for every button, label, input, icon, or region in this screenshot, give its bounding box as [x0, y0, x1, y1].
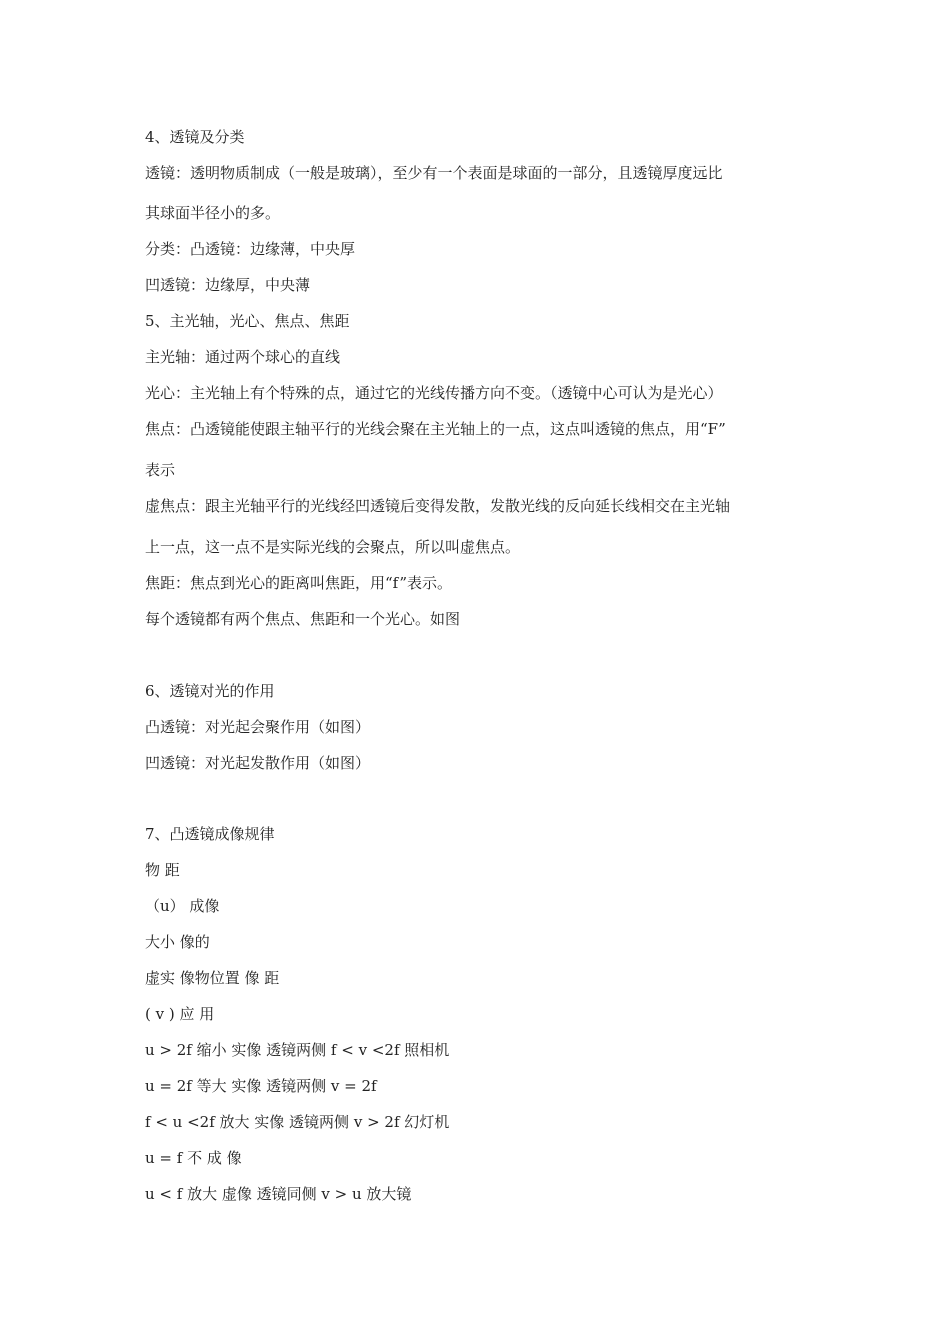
table-header-real-virtual: 虚实 像物位置 像 距	[145, 969, 280, 987]
table-header-u-imaging: （u） 成像	[145, 897, 220, 915]
paragraph-lens-summary: 每个透镜都有两个焦点、焦距和一个光心。如图	[145, 610, 461, 628]
table-header-object-distance: 物 距	[145, 861, 180, 879]
heading-imaging-rules: 7、凸透镜成像规律	[145, 825, 275, 843]
table-header-size: 大小 像的	[145, 933, 210, 951]
table-row-u-eq-2f: u = 2f 等大 实像 透镜两侧 v = 2f	[145, 1077, 377, 1095]
paragraph-lens-definition-1: 透镜：透明物质制成（一般是玻璃），至少有一个表面是球面的一部分，且透镜厚度远比	[145, 164, 723, 182]
paragraph-principal-axis: 主光轴：通过两个球心的直线	[145, 348, 341, 366]
paragraph-focus-2: 表示	[145, 461, 176, 479]
table-header-image-distance-use: ( v ) 应 用	[145, 1005, 215, 1023]
heading-lens-classification: 4、透镜及分类	[145, 128, 245, 146]
paragraph-virtual-focus-2: 上一点，这一点不是实际光线的会聚点，所以叫虚焦点。	[145, 538, 521, 556]
table-row-f-lt-u-lt-2f: f < u <2f 放大 实像 透镜两侧 v > 2f 幻灯机	[145, 1113, 450, 1131]
paragraph-virtual-focus-1: 虚焦点：跟主光轴平行的光线经凹透镜后变得发散，发散光线的反向延长线相交在主光轴	[145, 497, 731, 515]
paragraph-focus-1: 焦点：凸透镜能使跟主轴平行的光线会聚在主光轴上的一点，这点叫透镜的焦点，用“F”	[145, 420, 726, 438]
paragraph-concave-lens: 凹透镜：边缘厚，中央薄	[145, 276, 311, 294]
paragraph-optical-center: 光心：主光轴上有个特殊的点，通过它的光线传播方向不变。（透镜中心可认为是光心）	[145, 384, 723, 402]
paragraph-focal-length: 焦距：焦点到光心的距离叫焦距，用“f”表示。	[145, 574, 452, 592]
paragraph-lens-definition-2: 其球面半径小的多。	[145, 204, 281, 222]
paragraph-concave-effect: 凹透镜：对光起发散作用（如图）	[145, 754, 371, 772]
table-row-u-lt-f: u < f 放大 虚像 透镜同侧 v > u 放大镜	[145, 1185, 412, 1203]
paragraph-convex-lens: 分类：凸透镜：边缘薄，中央厚	[145, 240, 356, 258]
heading-lens-effect: 6、透镜对光的作用	[145, 682, 275, 700]
table-row-u-gt-2f: u > 2f 缩小 实像 透镜两侧 f < v <2f 照相机	[145, 1041, 450, 1059]
table-row-u-eq-f: u = f 不 成 像	[145, 1149, 242, 1167]
heading-principal-axis: 5、主光轴，光心、焦点、焦距	[145, 312, 350, 330]
paragraph-convex-effect: 凸透镜：对光起会聚作用（如图）	[145, 718, 371, 736]
